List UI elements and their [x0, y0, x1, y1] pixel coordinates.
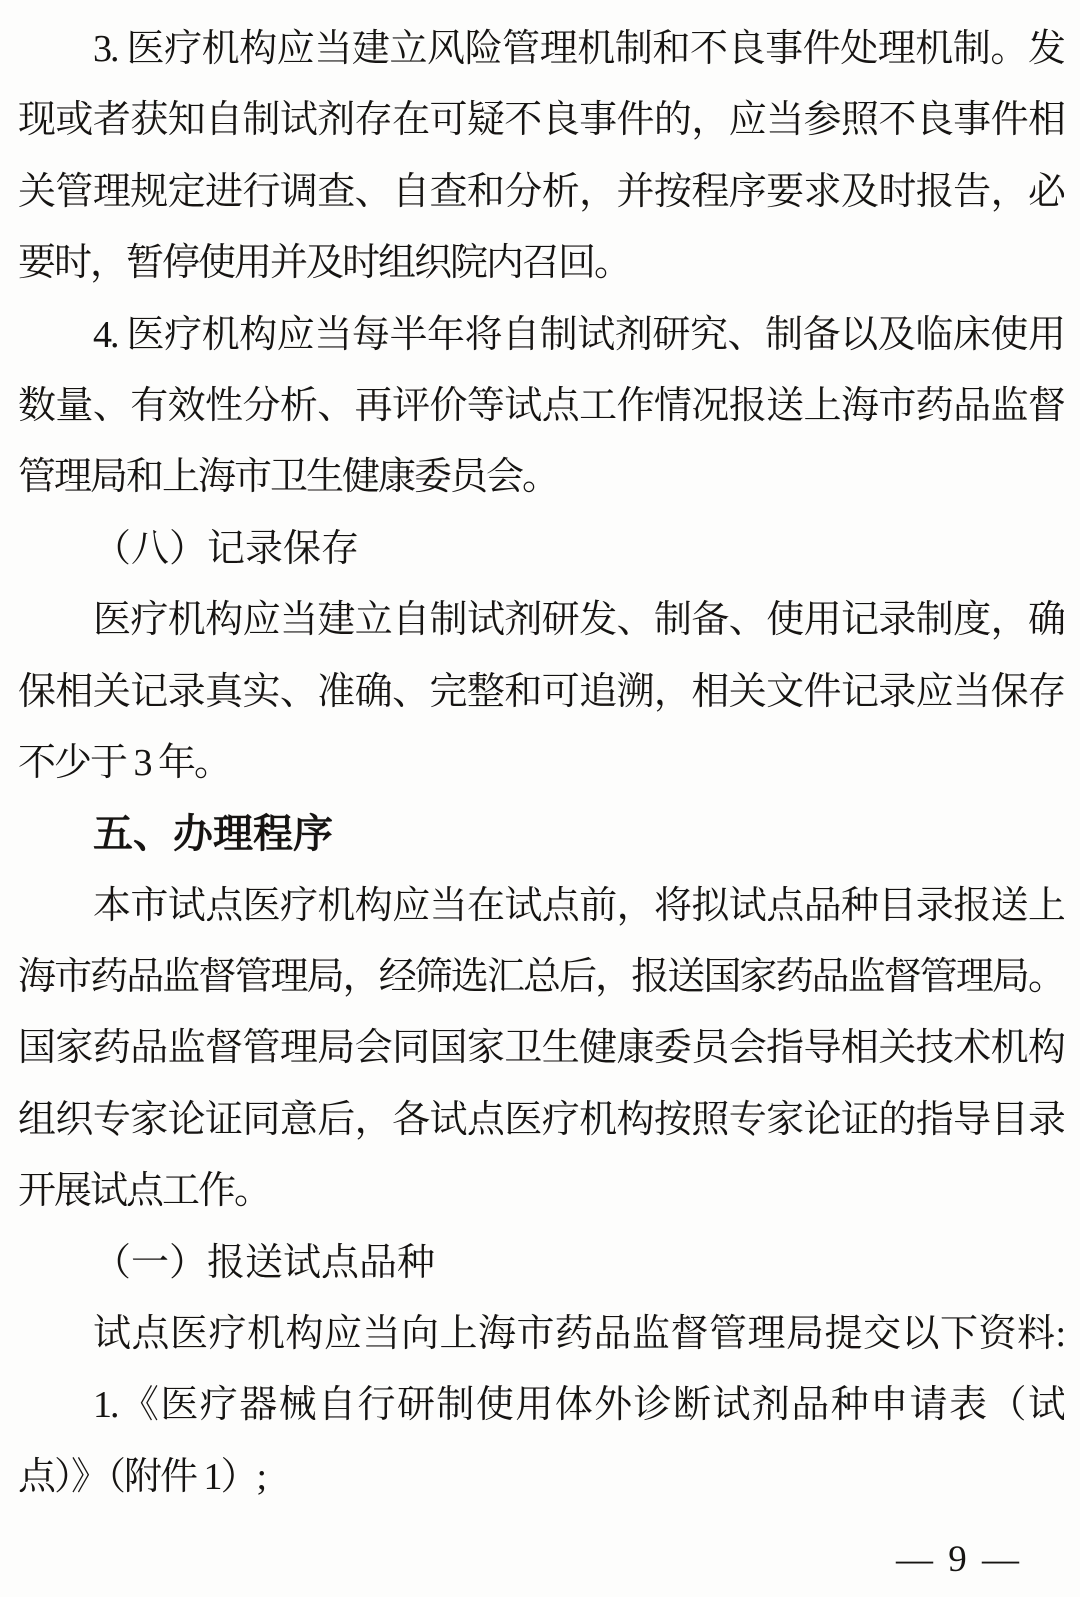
text-line: 3. 医疗机构应当建立风险管理机制和不良事件处理机制。发: [93, 28, 1064, 70]
text-line: 试点医疗机构应当向上海市药品监督管理局提交以下资料:: [93, 1313, 1064, 1356]
text-line: 本市试点医疗机构应当在试点前，将拟试点品种目录报送上: [93, 884, 1064, 927]
text-line: 管理局和上海市卫生健康委员会。: [18, 456, 559, 499]
text-line: 国家药品监督管理局会同国家卫生健康委员会指导相关技术机构: [18, 1027, 1064, 1070]
text-line: 医疗机构应当建立自制试剂研发、制备、使用记录制度，确: [93, 599, 1064, 642]
text-line: 点）》（附件 1）;: [18, 1455, 266, 1498]
text-line: 不少于 3 年。: [18, 741, 231, 784]
section-heading: 五、办理程序: [93, 812, 333, 857]
text-line: 海市药品监督管理局，经筛选汇总后，报送国家药品监督管理局。: [18, 956, 1064, 999]
text-line: 数量、有效性分析、再评价等试点工作情况报送上海市药品监督: [18, 384, 1064, 427]
text-line: 4. 医疗机构应当每半年将自制试剂研究、制备以及临床使用: [93, 313, 1064, 356]
text-line: 保相关记录真实、准确、完整和可追溯，相关文件记录应当保存: [18, 670, 1064, 713]
text-line: 现或者获知自制试剂存在可疑不良事件的，应当参照不良事件相: [18, 99, 1064, 142]
text-line: 组织专家论证同意后，各试点医疗机构按照专家论证的指导目录: [18, 1098, 1064, 1141]
text-line: 开展试点工作。: [18, 1170, 271, 1213]
text-line: 1.《医疗器械自行研制使用体外诊断试剂品种申请表（试: [93, 1384, 1064, 1427]
text-line: 要时，暂停使用并及时组织院内召回。: [18, 242, 631, 285]
text-line: 关管理规定进行调查、自查和分析，并按程序要求及时报告，必: [18, 170, 1064, 213]
page-number: — 9 —: [896, 1539, 1022, 1581]
section-heading: （一）报送试点品种: [93, 1241, 436, 1284]
document-body: [18, 14, 1064, 1513]
section-heading: （八）记录保存: [93, 527, 360, 570]
